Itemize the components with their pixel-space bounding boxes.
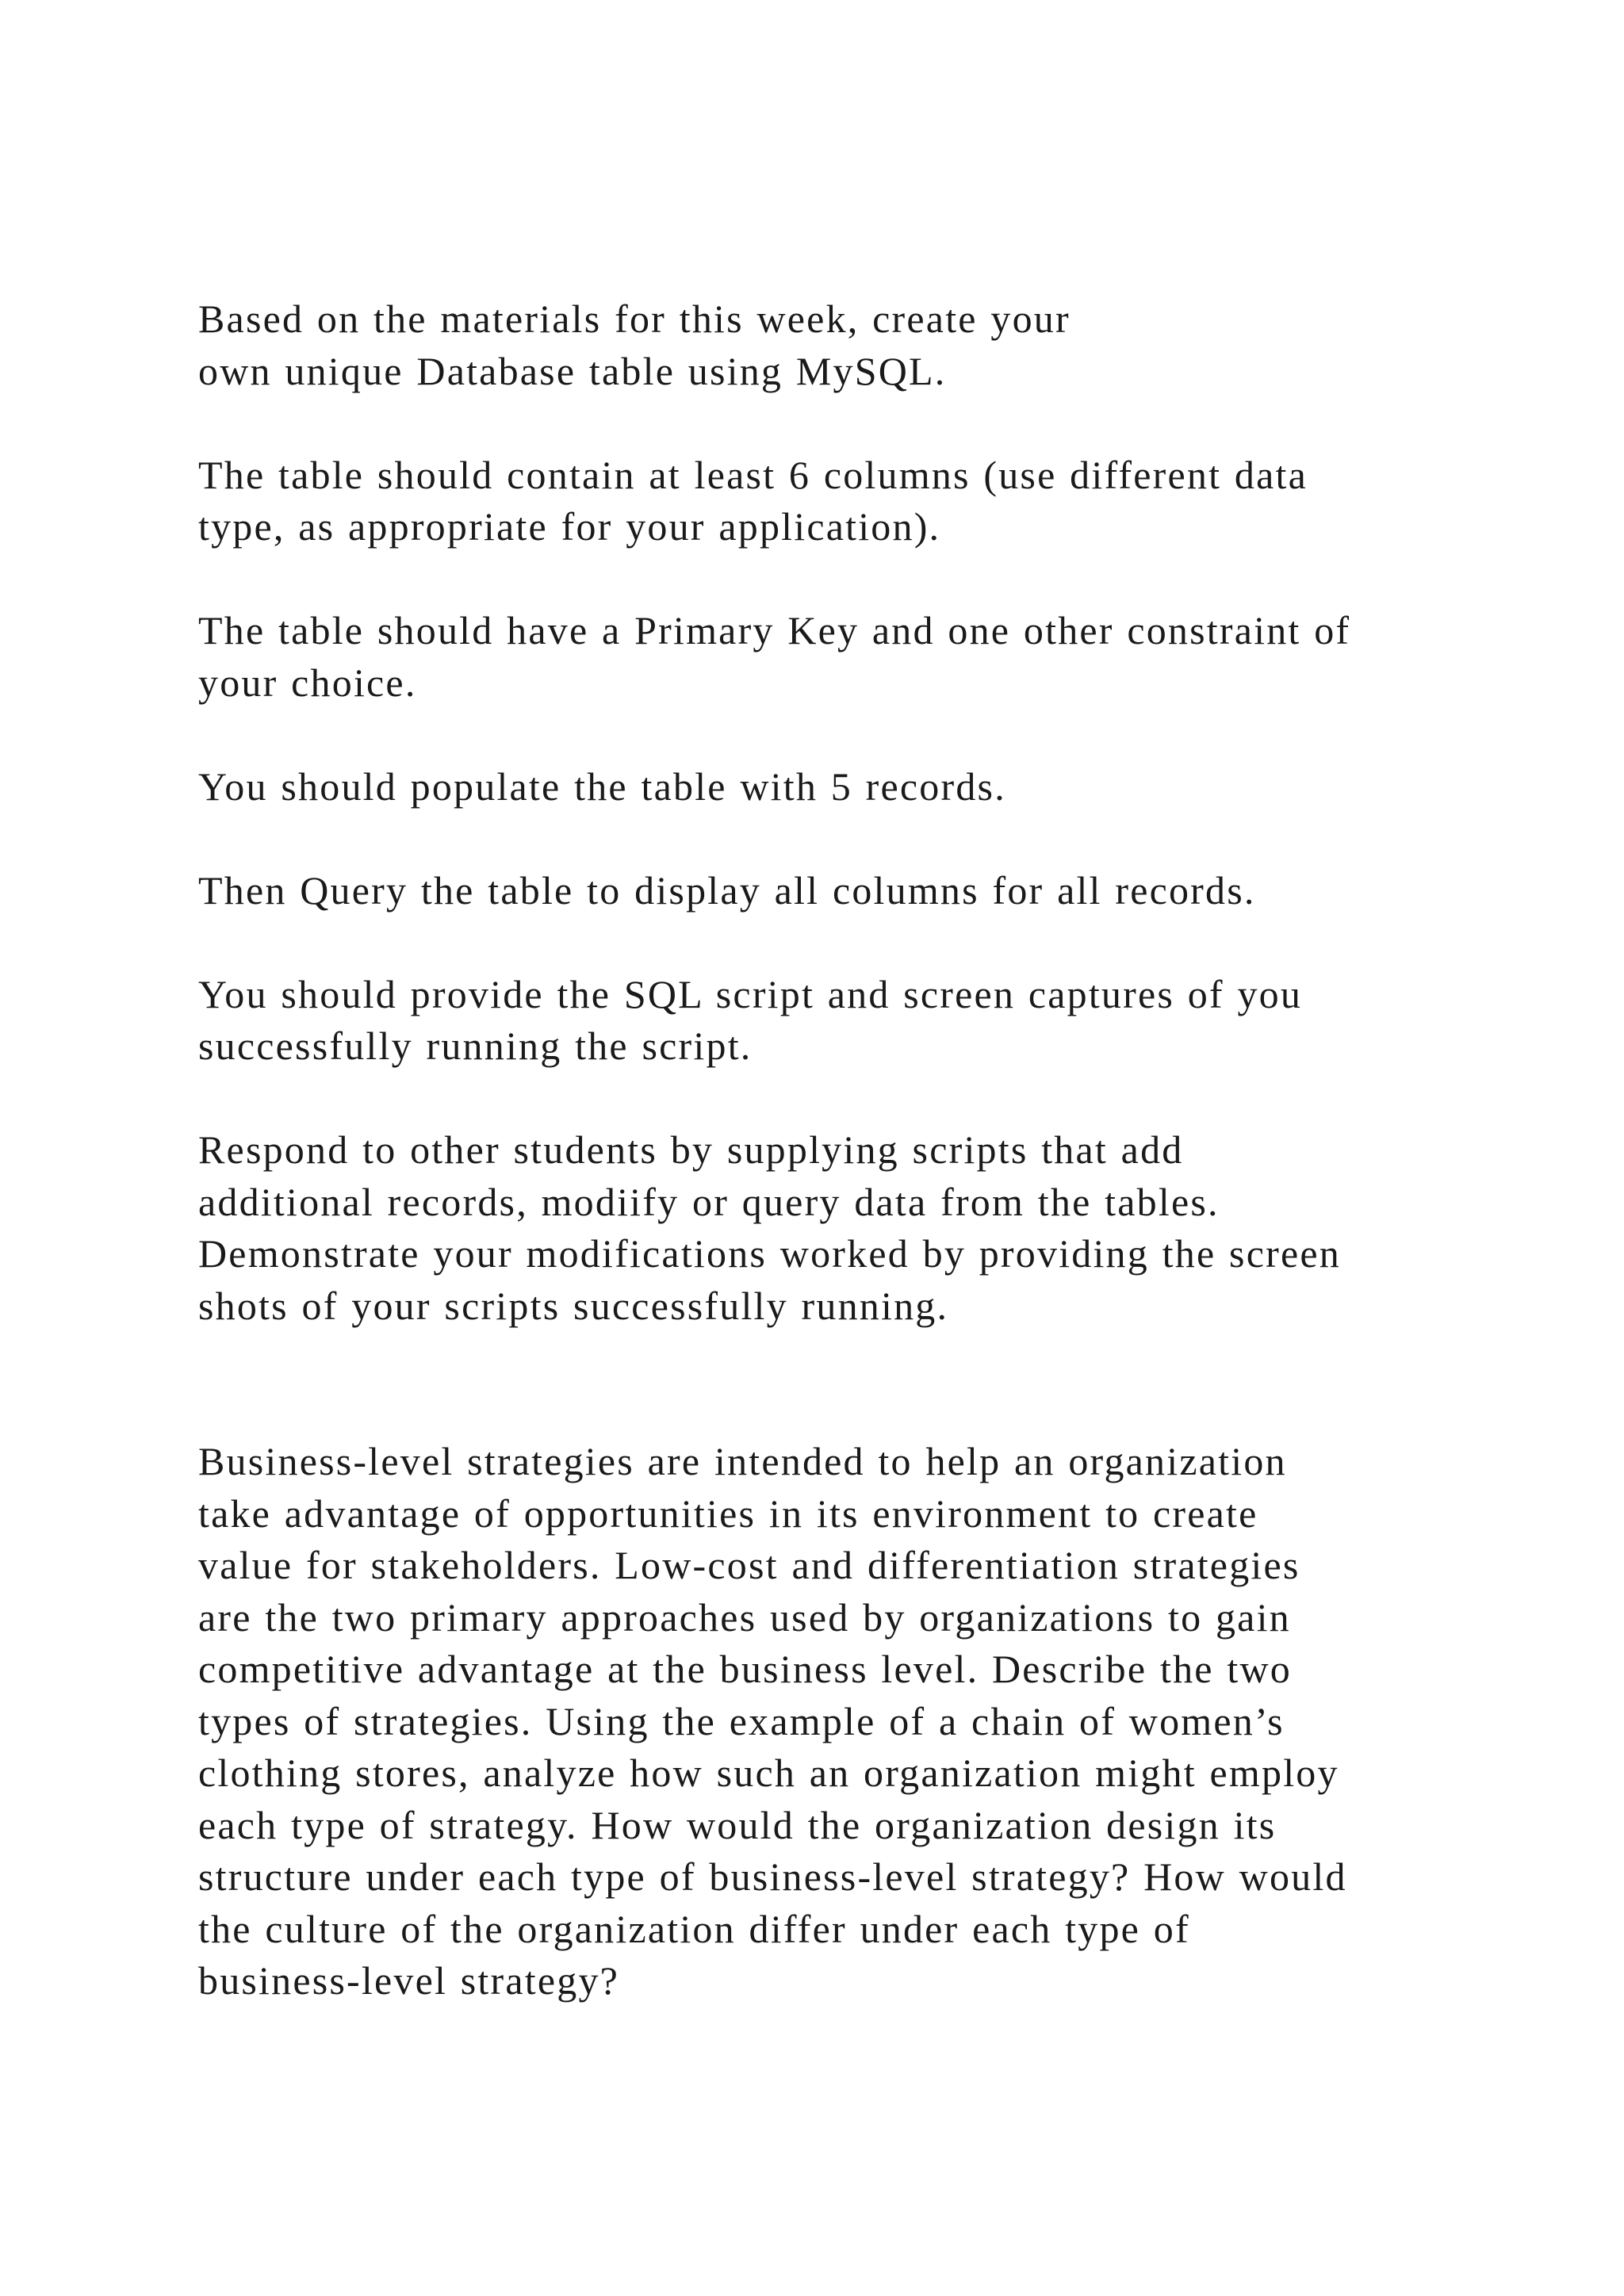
text-line: types of strategies. Using the example of a chain of women’s: [198, 1698, 1285, 1743]
text-line: own unique Database table using MySQL.: [198, 348, 947, 393]
text-line: additional records, modiify or query data from the tables.: [198, 1179, 1220, 1224]
text-line: value for stakeholders. Low-cost and differentiation strategies: [198, 1543, 1300, 1587]
text-line: structure under each type of business-level strategy? How would: [198, 1854, 1347, 1899]
paragraph-populate-records: [198, 761, 1499, 813]
paragraph-constraints-requirement: [198, 605, 1499, 709]
text-line: Respond to other students by supplying scripts that add: [198, 1127, 1184, 1172]
document-body: [198, 293, 1499, 2059]
text-line: You should populate the table with 5 records.: [198, 763, 1006, 809]
text-line: type, as appropriate for your application).: [198, 504, 941, 549]
text-line: You should provide the SQL script and screen captures of you: [198, 971, 1303, 1016]
text-line: shots of your scripts successfully running.: [198, 1283, 949, 1328]
text-line: Demonstrate your modifications worked by providing the screen: [198, 1231, 1341, 1276]
paragraph-business-strategies: [198, 1436, 1499, 2007]
paragraph-columns-requirement: [198, 450, 1499, 553]
paragraph-assignment-intro: [198, 293, 1499, 397]
text-line: business-level strategy?: [198, 1958, 620, 2003]
text-line: take advantage of opportunities in its environment to create: [198, 1490, 1258, 1536]
text-line: clothing stores, analyze how such an organization might employ: [198, 1751, 1339, 1795]
text-line: successfully running the script.: [198, 1024, 753, 1068]
text-line: each type of strategy. How would the organization design its: [198, 1802, 1277, 1847]
paragraph-provide-script: [198, 969, 1499, 1073]
paragraph-respond-to-students: [198, 1124, 1499, 1332]
text-line: Then Query the table to display all columns for all records.: [198, 867, 1256, 913]
text-line: competitive advantage at the business level. Describe the two: [198, 1647, 1292, 1691]
text-line: Based on the materials for this week, create your: [198, 297, 1071, 341]
text-line: The table should contain at least 6 columns (use different data: [198, 452, 1308, 497]
text-line: your choice.: [198, 660, 417, 705]
text-line: Business-level strategies are intended to help an organization: [198, 1439, 1287, 1483]
text-line: The table should have a Primary Key and one other constraint of: [198, 608, 1351, 652]
text-line: are the two primary approaches used by organizations to gain: [198, 1594, 1291, 1640]
paragraph-query-table: [198, 865, 1499, 917]
text-line: the culture of the organization differ under each type of: [198, 1906, 1190, 1951]
